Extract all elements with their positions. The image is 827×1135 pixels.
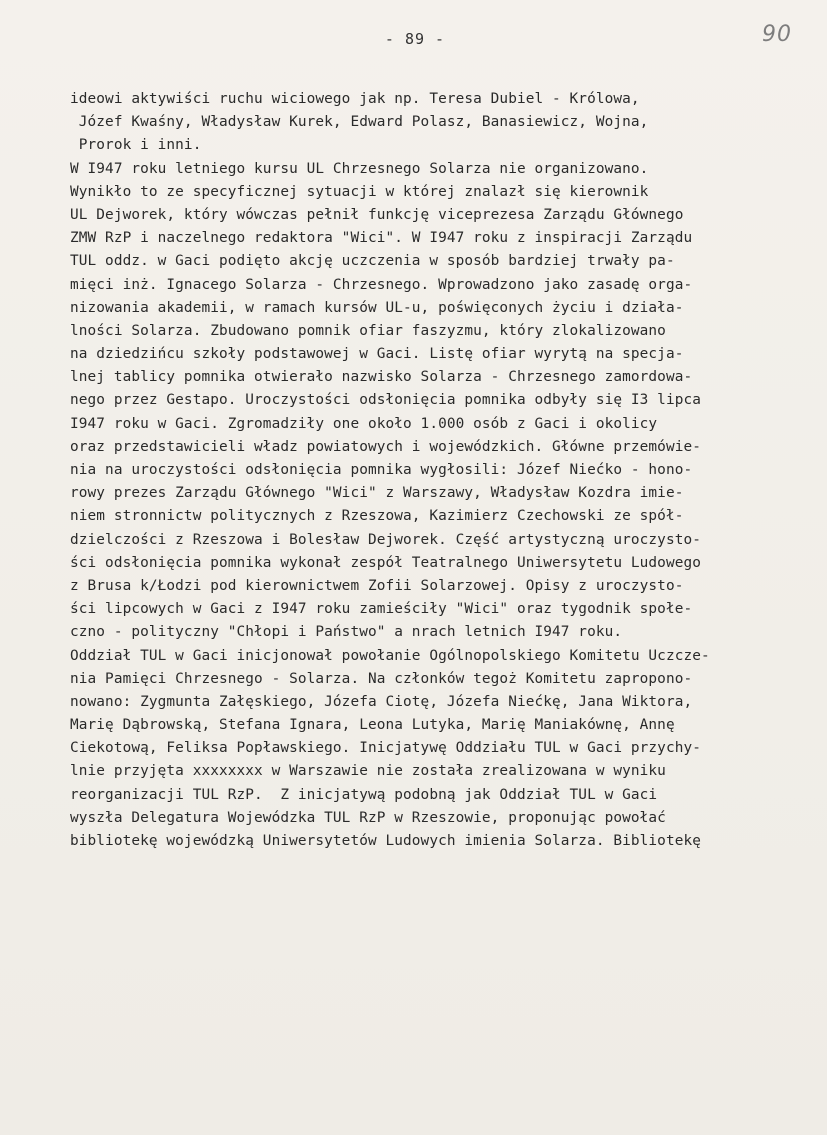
text-line: reorganizacji TUL RzP. Z inicjatywą podobną jak Oddział TUL w Gaci — [70, 786, 658, 803]
text-line: Wynikło to ze specyficznej sytuacji w której znalazł się kierownik — [70, 183, 649, 200]
text-line: czno - polityczny "Chłopi i Państwo" a nrach letnich I947 roku. — [70, 624, 623, 641]
text-line: TUL oddz. w Gaci podięto akcję uczczenia w sposób bardziej trwały pa- — [70, 253, 675, 270]
text-line: lności Solarza. Zbudowano pomnik ofiar faszyzmu, który zlokalizowano — [70, 322, 666, 339]
text-line: na dziedzińcu szkoły podstawowej w Gaci. Listę ofiar wyrytą na specja- — [70, 346, 684, 363]
typed-text-body — [70, 88, 820, 853]
text-line: nia na uroczystości odsłonięcia pomnika wygłosili: Józef Niećko - hono- — [70, 462, 693, 478]
text-line: dzielczości z Rzeszowa i Bolesław Dejworek. Część artystyczną uroczysto- — [70, 531, 701, 548]
text-line: nizowania akademii, w ramach kursów UL-u, poświęconych życiu i działa- — [70, 299, 684, 316]
text-line: oraz przedstawicieli władz powiatowych i wojewódzkich. Główne przemówie- — [70, 438, 701, 455]
handwritten-page-number: 90 — [762, 22, 792, 47]
text-line: Prorok i inni. — [70, 137, 202, 154]
text-line: nowano: Zygmunta Załęskiego, Józefa Ciotę, Józefa Niećkę, Jana Wiktora, — [70, 693, 693, 710]
text-line: UL Dejworek, który wówczas pełnił funkcję viceprezesa Zarządu Głównego — [70, 206, 684, 223]
text-line: Józef Kwaśny, Władysław Kurek, Edward Polasz, Banasiewicz, Wojna, — [70, 114, 649, 131]
text-line: Ciekotową, Feliksa Popławskiego. Inicjatywę Oddziału TUL w Gaci przychy- — [70, 740, 701, 757]
text-line: nia Pamięci Chrzesnego - Solarza. Na członków tegoż Komitetu zapropono- — [70, 670, 693, 687]
text-line: bibliotekę wojewódzką Uniwersytetów Ludowych imienia Solarza. Bibliotekę — [70, 833, 701, 849]
text-line: Marię Dąbrowską, Stefana Ignara, Leona Lutyka, Marię Maniakównę, Annę — [70, 717, 675, 734]
page-number: - 89 - — [384, 30, 446, 48]
text-line: z Brusa k/Łodzi pod kierownictwem Zofii Solarzowej. Opisy z uroczysto- — [70, 577, 684, 594]
text-line: niem stronnictw politycznych z Rzeszowa, Kazimierz Czechowski ze spół- — [70, 508, 684, 525]
text-line: rowy prezes Zarządu Głównego "Wici" z Warszawy, Władysław Kozdra imie- — [70, 485, 684, 502]
text-line: W I947 roku letniego kursu UL Chrzesnego Solarza nie organizowano. — [70, 160, 649, 177]
text-line: ści odsłonięcia pomnika wykonał zespół Teatralnego Uniwersytetu Ludowego — [70, 554, 701, 571]
text-line: wyszła Delegatura Wojewódzka TUL RzP w Rzeszowie, proponując powołać — [70, 809, 666, 826]
text-line: I947 roku w Gaci. Zgromadziły one około 1.000 osób z Gaci i okolicy — [70, 415, 658, 432]
text-line: ści lipcowych w Gaci z I947 roku zamieściły "Wici" oraz tygodnik społe- — [70, 601, 693, 618]
text-line: mięci inż. Ignacego Solarza - Chrzesnego. Wprowadzono jako zasadę orga- — [70, 276, 693, 293]
text-line: Oddział TUL w Gaci inicjonował powołanie Ogólnopolskiego Komitetu Uczcze- — [70, 647, 710, 664]
text-line: lnej tablicy pomnika otwierało nazwisko Solarza - Chrzesnego zamordowa- — [70, 369, 693, 386]
text-line: nego przez Gestapo. Uroczystości odsłonięcia pomnika odbyły się I3 lipca — [70, 392, 701, 409]
text-line: lnie przyjęta xxxxxxxx w Warszawie nie została zrealizowana w wyniku — [70, 763, 666, 780]
text-line: ZMW RzP i naczelnego redaktora "Wici". W I947 roku z inspiracji Zarządu — [70, 230, 693, 247]
text-line: ideowi aktywiści ruchu wiciowego jak np. Teresa Dubiel - Królowa, — [70, 91, 640, 107]
